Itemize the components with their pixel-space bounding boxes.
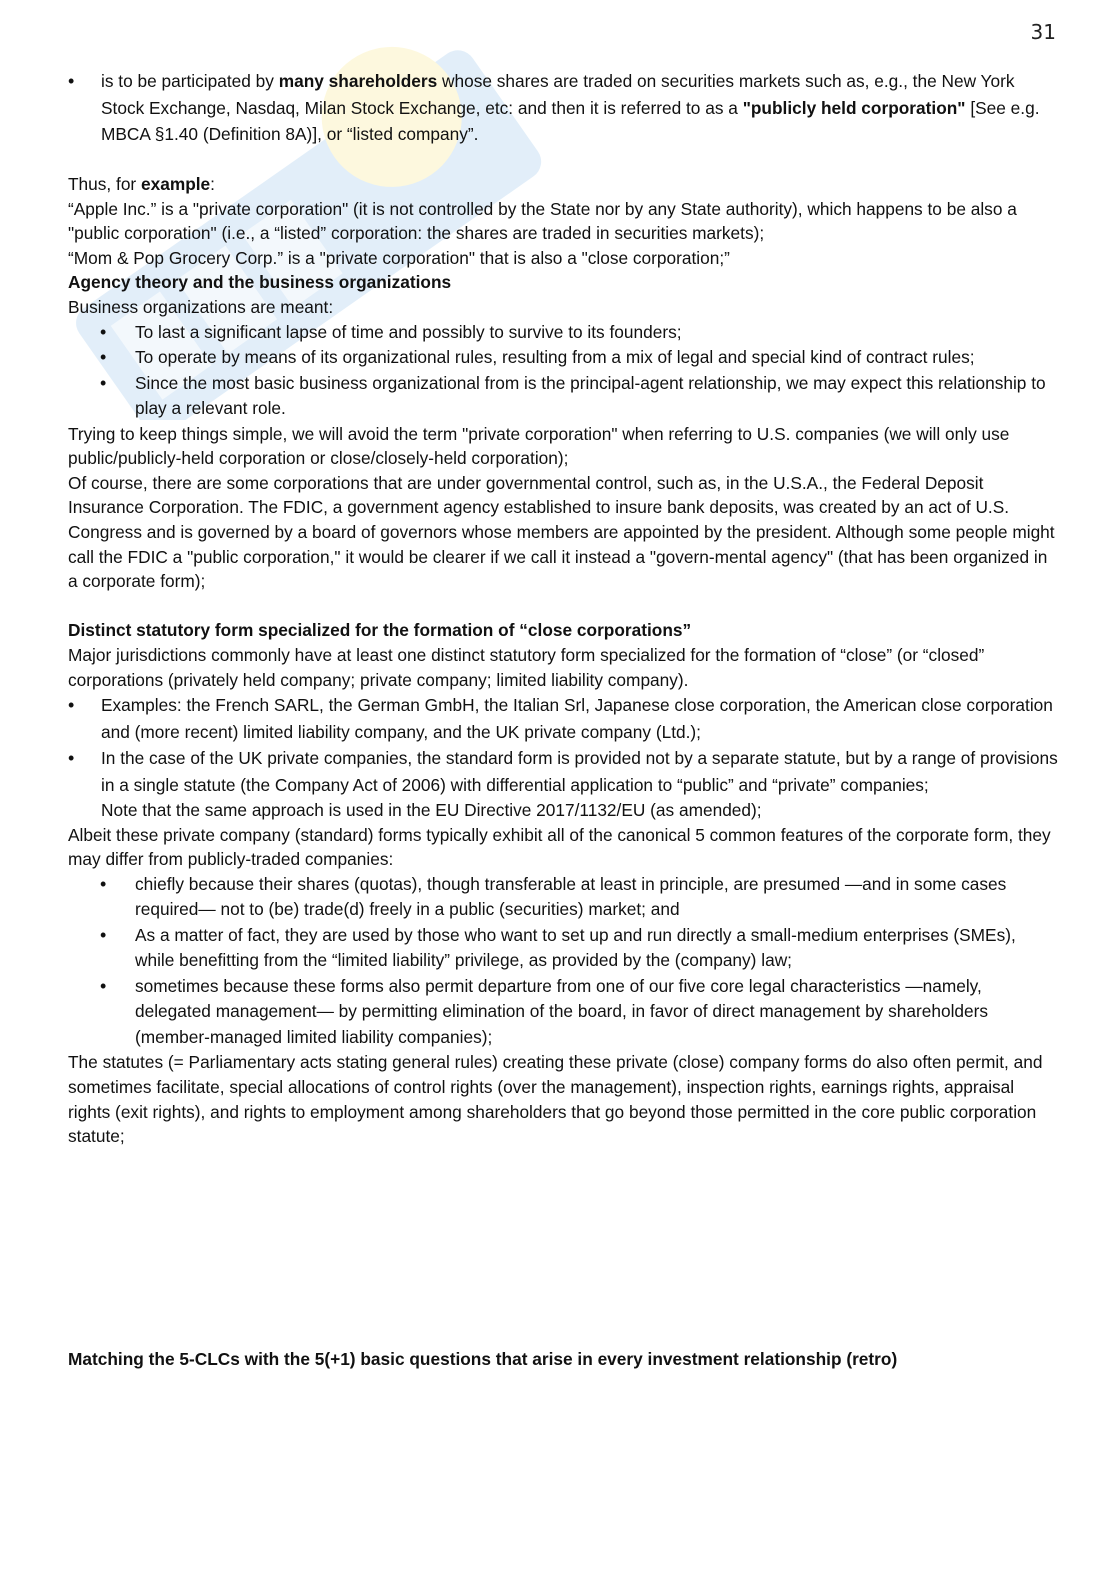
section-heading-agency: Agency theory and the business organizations bbox=[68, 272, 452, 293]
bold-text: "publicly held corporation" bbox=[742, 97, 966, 118]
list-item: • In the case of the UK private companies, the standard form is provided not by a separate statute, but by a range of provisions in a single statute (the Company Act of 2006) with differential application to “public” and “private” companies; bbox=[68, 745, 1058, 798]
list-item: • is to be participated by many shareholders whose shares are traded on securities markets such as, e.g., the New York Stock Exchange, Nasdaq, Milan Stock Exchange, etc: and then it is referred to as a "publicly held corporation" [See e.g. MBCA §1.40 (Definition 8A)], or “listed company”. bbox=[68, 68, 1058, 148]
page-number: 31 bbox=[1030, 20, 1056, 44]
example-mom-pop: “Mom & Pop Grocery Corp.” is a "private corporation" that is also a "close corporation;” bbox=[68, 247, 730, 268]
differences-list bbox=[68, 872, 1058, 1051]
list-item: • sometimes because these forms also permit departure from one of our five core legal characteristics —namely, delegated management— by permitting elimination of the board, in favor of direct management by shareholders (member-managed limited liability companies); bbox=[68, 974, 1058, 1051]
close-corp-paragraph: Albeit these private company (standard) forms typically exhibit all of the canonical 5 common features of the corporate form, they may differ from publicly-traded companies: bbox=[68, 824, 1051, 870]
example-apple: “Apple Inc.” is a "private corporation" (it is not controlled by the State nor by any State authority), which happens to be also a "public corporation" (i.e., a “listed” corporation: the shares are traded in securities markets); bbox=[68, 198, 1017, 244]
bold-text: many shareholders bbox=[278, 71, 438, 91]
example-lead: Thus, for example: bbox=[68, 174, 215, 195]
agency-paragraph-2: Of course, there are some corporations that are under governmental control, such as, in the U.S.A., the Federal Deposit Insurance Corporation. The FDIC, a government agency established to insure bank deposits, was created by an act of U.S. Congress and is governed by a board of governors whose members are appointed by the president. Although some people might call the FDIC a "public corporation," it would be clearer if we call it instead a "govern-mental agency" (that has been organized in a corporate form); bbox=[68, 472, 1055, 592]
close-corp-list bbox=[68, 692, 1058, 798]
close-corp-closing: The statutes (= Parliamentary acts stating general rules) creating these private (close) company forms do also often permit, and sometimes facilitate, special allocations of control rights (over the management), inspection rights, earnings rights, appraisal rights (exit rights), and rights to employment among shareholders that go beyond those permitted in the core public corporation statute; bbox=[68, 1052, 1043, 1147]
close-corp-intro: Major jurisdictions commonly have at least one distinct statutory form specialized for the formation of “close” (or “closed” corporations (privately held company; private company; limited liability company). bbox=[68, 645, 985, 690]
agency-intro: Business organizations are meant: bbox=[68, 297, 334, 318]
list-item: • Since the most basic business organizational from is the principal-agent relationship, we may expect this relationship to play a relevant role. bbox=[68, 371, 1058, 422]
list-item: • chiefly because their shares (quotas), though transferable at least in principle, are presumed —and in some cases required— not to (be) trade(d) freely in a public (securities) market; and bbox=[68, 872, 1058, 923]
agency-paragraph-1: Trying to keep things simple, we will avoid the term "private corporation" when referring to U.S. companies (we will only use public/publicly-held corporation or close/closely-held corporation); bbox=[68, 423, 1010, 469]
document-body bbox=[68, 68, 1058, 1371]
list-item: • To last a significant lapse of time and possibly to survive to its founders; bbox=[68, 320, 1058, 346]
list-item: • To operate by means of its organizational rules, resulting from a mix of legal and special kind of contract rules; bbox=[68, 345, 1058, 371]
list-item: • Examples: the French SARL, the German GmbH, the Italian Srl, Japanese close corporation, the American close corporation and (more recent) limited liability company, and the UK private company (Ltd.); bbox=[68, 692, 1058, 745]
agency-list bbox=[68, 320, 1058, 422]
section-heading-matching: Matching the 5-CLCs with the 5(+1) basic questions that arise in every investment relationship (retro) bbox=[68, 1348, 898, 1369]
close-corp-note: Note that the same approach is used in the EU Directive 2017/1132/EU (as amended); bbox=[101, 800, 762, 821]
list-item: • As a matter of fact, they are used by those who want to set up and run directly a small-medium enterprises (SMEs), while benefitting from the “limited liability” privilege, as provided by the (company) law; bbox=[68, 923, 1058, 974]
intro-bullet-list bbox=[68, 68, 1058, 148]
section-heading-close-corporations: Distinct statutory form specialized for the formation of “close corporations” bbox=[68, 620, 692, 641]
